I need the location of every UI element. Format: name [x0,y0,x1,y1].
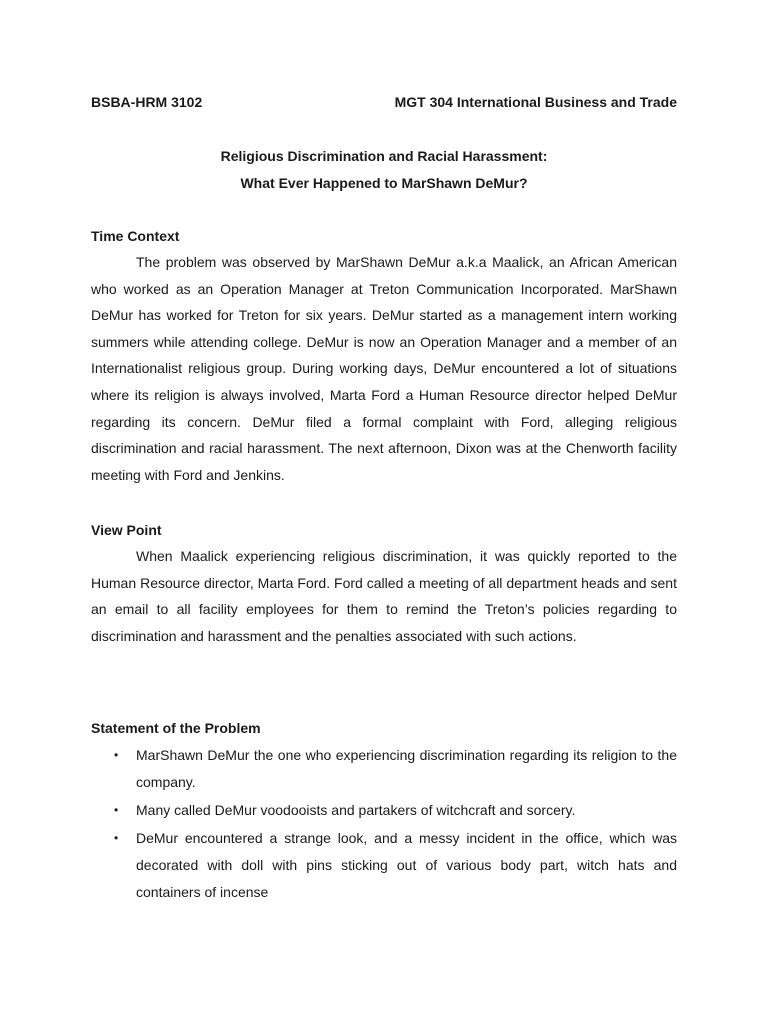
list-item-text: MarShawn DeMur the one who experiencing discrimination regarding its religion to the company. [136,747,677,790]
bullet-icon: • [114,831,119,845]
course-code: BSBA-HRM 3102 [91,94,203,110]
document-title [91,146,677,193]
time-context-heading: Time Context [91,228,180,244]
title-line-2: What Ever Happened to MarShawn DeMur? [240,175,528,191]
list-item [91,825,677,906]
time-context-paragraph: The problem was observed by MarShawn DeMur a.k.a Maalick, an African American who worked as an Operation Manager at Treton Communication Incorporated. MarShawn DeMur has worked for Treton for six years. DeMur started as a management intern working summers while attending college. DeMur is now an Operation Manager and a member of an Internationalist religious group. During working days, DeMur encountered a lot of situations where its religion is always involved, Marta Ford a Human Resource director helped DeMur regarding its concern. DeMur filed a formal complaint with Ford, alleging religious discrimination and racial harassment. The next afternoon, Dixon was at the Chenworth facility meeting with Ford and Jenkins. [91,254,677,483]
list-item-text: DeMur encountered a strange look, and a messy incident in the office, which was decorated with doll with pins sticking out of various body part, witch hats and containers of incense [136,830,677,900]
view-point-paragraph: When Maalick experiencing religious discrimination, it was quickly reported to the Human Resource director, Marta Ford. Ford called a meeting of all department heads and sent an email to all facility employees for them to remind the Treton’s policies regarding to discrimination and harassment and the penalties associated with such actions. [91,548,677,644]
list-item [91,797,677,824]
document-header [91,92,677,112]
subject-title: MGT 304 International Business and Trade [394,94,677,110]
list-item-text: Many called DeMur voodooists and partakers of witchcraft and sorcery. [136,802,576,818]
statement-heading: Statement of the Problem [91,720,261,736]
problem-list [91,742,677,907]
bullet-icon: • [114,748,119,762]
list-item [91,742,677,796]
title-line-1: Religious Discrimination and Racial Harassment: [220,148,548,164]
view-point-heading: View Point [91,522,162,538]
bullet-icon: • [114,803,119,817]
